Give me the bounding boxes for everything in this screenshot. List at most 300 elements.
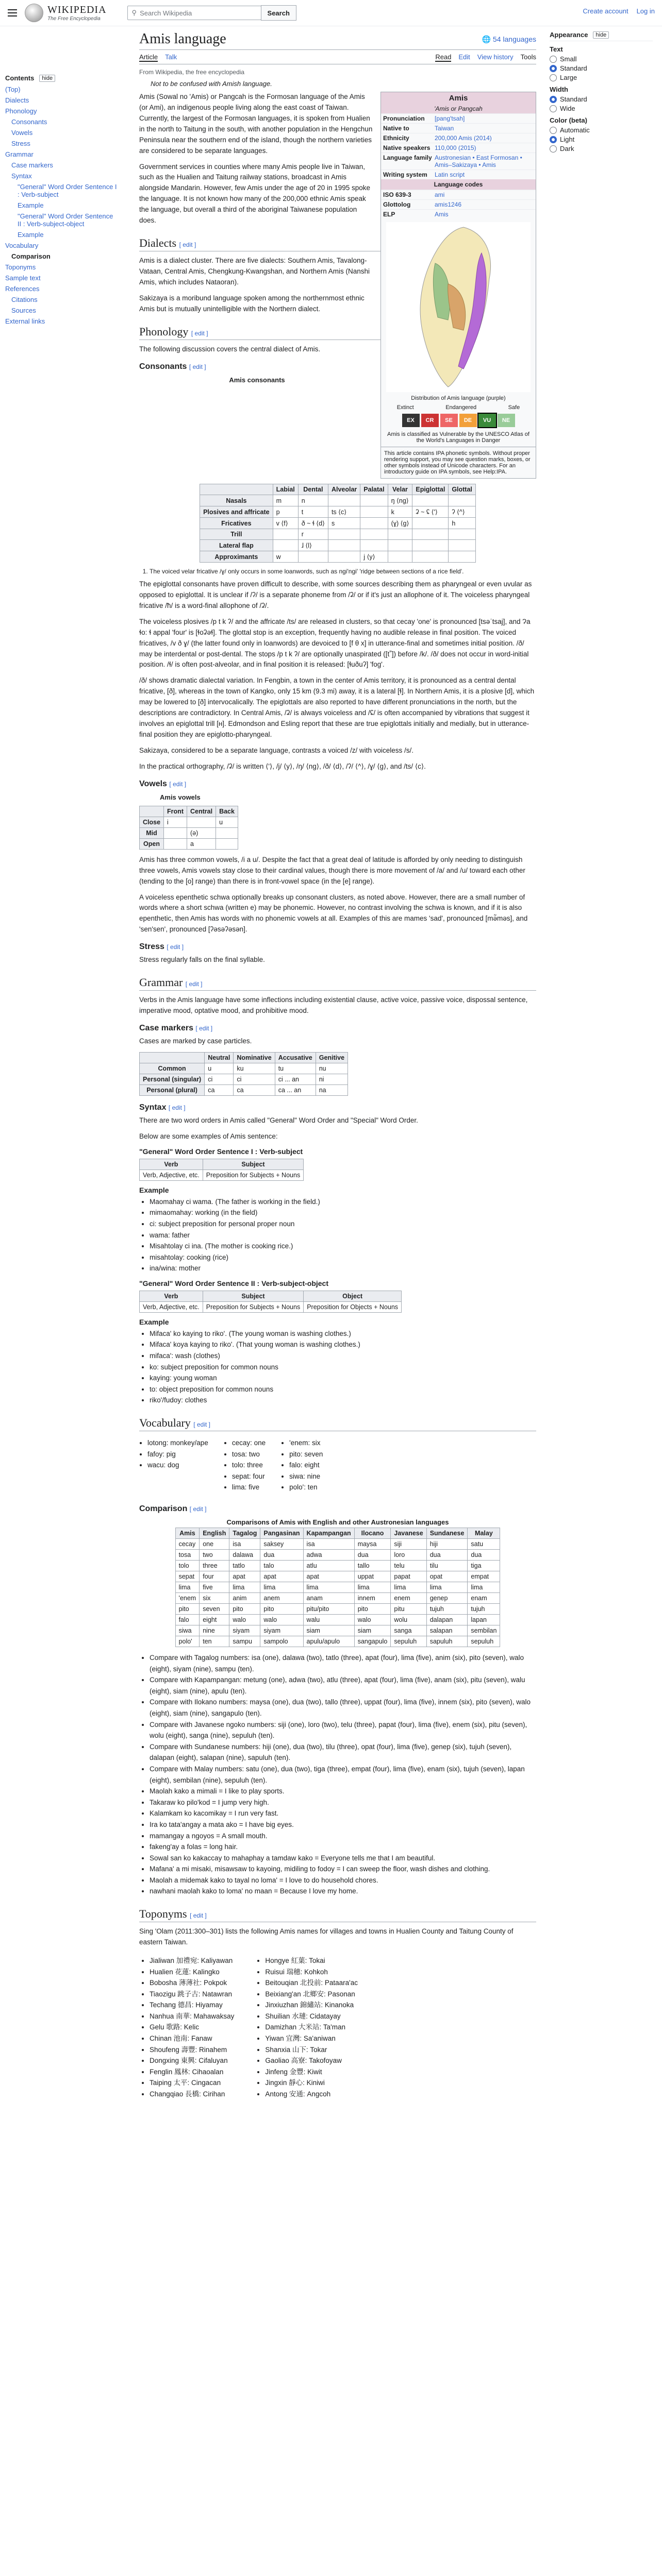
log-in-link[interactable]: Log in bbox=[636, 7, 655, 15]
table-cell: tatlo bbox=[229, 1561, 260, 1571]
heading-case-markers bbox=[139, 1024, 536, 1033]
list-item: • Ira ko tata'angay a mata ako = I have big eyes. bbox=[150, 1819, 536, 1831]
list-item: • Maolah kako a mimali = I like to play sports. bbox=[150, 1786, 536, 1797]
safe-label: Safe bbox=[508, 404, 520, 411]
comparison-table-caption: Comparisons of Amis with English and other Austronesian languages bbox=[226, 1518, 449, 1527]
list-item: • mimaomahay: working (in the field) bbox=[150, 1207, 536, 1218]
table-cell: h bbox=[449, 518, 476, 529]
intro-paragraph-2: Government services in counties where many Amis people live in Taiwan, such as the Hualien and Taitung railway stations, broadcast in Amis alongside Mandarin. However, few Amis under the age of 20 in 1995 spoke the language. It is not known how many of the 200,000 ethnic Amis speak the language, but overall a third of the aboriginal Taiwanese population does. bbox=[139, 162, 371, 225]
heading-syntax-text: Syntax bbox=[139, 1103, 167, 1112]
text-size-label: Text bbox=[550, 45, 563, 53]
list-item: • Fenglin 鳳林: Cihaoalan bbox=[150, 2066, 234, 2078]
top-bar bbox=[0, 0, 662, 26]
infobox-value[interactable]: [pang'tsah] bbox=[435, 115, 465, 122]
toc-item[interactable]: Consonants bbox=[11, 118, 47, 126]
radio-button[interactable] bbox=[550, 96, 557, 103]
table-cell: isa bbox=[303, 1539, 354, 1550]
vocabulary-columns bbox=[139, 1435, 536, 1497]
column-header: Alveolar bbox=[328, 484, 360, 495]
table-cell: lima bbox=[354, 1582, 391, 1593]
infobox-subtitle: 'Amis or Pangcah bbox=[381, 104, 536, 113]
table-cell: s bbox=[328, 518, 360, 529]
text-size-option-label: Large bbox=[560, 74, 577, 81]
appearance-panel bbox=[550, 31, 653, 157]
list-item: • ko: subject preposition for common nouns bbox=[150, 1362, 536, 1373]
table-cell: tu bbox=[275, 1063, 316, 1074]
toc-header bbox=[0, 72, 124, 84]
toc-item[interactable]: Example bbox=[18, 201, 44, 209]
table-header-row bbox=[140, 1052, 348, 1063]
table-cell bbox=[164, 838, 187, 849]
toc-item[interactable]: Sources bbox=[11, 307, 36, 314]
tab-edit[interactable]: Edit bbox=[458, 53, 470, 61]
table-cell: loro bbox=[391, 1550, 426, 1561]
table-cell: enem bbox=[391, 1593, 426, 1604]
column-header: Amis bbox=[175, 1528, 200, 1539]
text-size-option-label: Small bbox=[560, 55, 577, 63]
infobox-value[interactable]: Taiwan bbox=[435, 125, 454, 132]
edit-link[interactable]: [ edit ] bbox=[185, 980, 203, 988]
radio-button[interactable] bbox=[550, 145, 557, 152]
language-code-value[interactable]: amis1246 bbox=[435, 201, 462, 208]
table-cell: three bbox=[200, 1561, 229, 1571]
table-cell: siji bbox=[391, 1539, 426, 1550]
table-cell: apat bbox=[229, 1571, 260, 1582]
toc-item[interactable]: Comparison bbox=[11, 252, 51, 260]
table-cell bbox=[360, 540, 388, 551]
table-cell: v ⟨f⟩ bbox=[273, 518, 298, 529]
table-cell bbox=[216, 827, 238, 838]
table-row bbox=[200, 495, 476, 506]
list-item: • Damizhan 大米站: Ta'man bbox=[265, 2022, 358, 2033]
heading-vowels bbox=[139, 779, 536, 789]
edit-link[interactable]: [ edit ] bbox=[168, 1104, 186, 1111]
list-item: • Beitouqian 北投前: Pataara'ac bbox=[265, 1977, 358, 1989]
table-cell bbox=[449, 529, 476, 540]
table-row bbox=[200, 529, 476, 540]
table-cell bbox=[388, 529, 412, 540]
languages-button[interactable]: 🌐 54 languages bbox=[482, 35, 536, 43]
table-cell bbox=[412, 540, 449, 551]
column-header: Nominative bbox=[234, 1052, 275, 1063]
table-cell: i bbox=[164, 817, 187, 827]
table-cell: ni bbox=[316, 1074, 347, 1084]
case-intro: Cases are marked by case particles. bbox=[139, 1037, 252, 1045]
toc-title: Contents bbox=[5, 74, 35, 82]
table-cell: enam bbox=[468, 1593, 500, 1604]
infobox-key: Native to bbox=[383, 125, 409, 132]
vocabulary-column-1 bbox=[147, 1437, 208, 1493]
list-item: • 'enem: six bbox=[289, 1437, 323, 1449]
table-cell: talo bbox=[260, 1561, 303, 1571]
table-cell: siwa bbox=[175, 1625, 200, 1636]
table-cell: apat bbox=[303, 1571, 354, 1582]
list-item: • Gaoliao 高寮: Takofoyaw bbox=[265, 2055, 358, 2066]
page-title bbox=[139, 31, 536, 50]
logo-wordmark: WIKIPEDIA bbox=[47, 4, 107, 15]
table-cell bbox=[449, 540, 476, 551]
row-header: Close bbox=[140, 817, 164, 827]
toc-item[interactable]: References bbox=[5, 285, 40, 293]
table-cell: siam bbox=[303, 1625, 354, 1636]
list-item: • Compare with Ilokano numbers: maysa (one), dua (two), tallo (three), uppat (four), lima (five), innem (six), pito (seven), walo (eight), siam (nine), sangapulo (ten). bbox=[150, 1697, 536, 1719]
list-item: • Compare with Sundanese numbers: hiji (one), dua (two), tilu (three), opat (four), lima (five), genep (six), tujuh (seven), dalapan (eight), salapan (nine), sapuluh (ten). bbox=[150, 1741, 536, 1764]
table-cell: dalawa bbox=[229, 1550, 260, 1561]
table-row bbox=[200, 551, 476, 563]
table-cell bbox=[216, 838, 238, 849]
table-cell: pito bbox=[354, 1604, 391, 1615]
table-row bbox=[140, 817, 238, 827]
heading-vocabulary bbox=[139, 1416, 536, 1431]
table-cell: walu bbox=[303, 1615, 354, 1625]
search-icon: ⚲ bbox=[131, 9, 137, 16]
row-header: Fricatives bbox=[200, 518, 273, 529]
heading-example-2: Example bbox=[139, 1317, 169, 1326]
logo-tagline: The Free Encyclopedia bbox=[47, 16, 101, 22]
table-cell: tilu bbox=[426, 1561, 468, 1571]
list-item: • Maolah a midemak kako to tayal no loma' = I love to do household chores. bbox=[150, 1875, 536, 1886]
intro-paragraph-1: Amis (Sowal no 'Amis) or Pangcah is the Formosan language of the Amis (or Ami), an indigenous people living along the east coast of Taiwan. Currently, the largest of the Formosan languages, it is spoken from Hualien in the north to Taitung in the south, with another population in the Hengchun Peninsula near the southern end of the island, though the northern varieties are considered to be separate languages. bbox=[139, 93, 373, 155]
row-header: Open bbox=[140, 838, 164, 849]
list-item: • Mifaca' koya kaying to riko'. (That young woman is washing clothes.) bbox=[150, 1339, 536, 1350]
infobox-key: Ethnicity bbox=[383, 134, 409, 142]
list-item: • wama: father bbox=[150, 1230, 536, 1241]
infobox-value[interactable]: Austronesian • East Formosan • Amis–Sakizaya • Amis bbox=[435, 154, 522, 168]
list-item: • polo': ten bbox=[289, 1482, 323, 1493]
table-row bbox=[140, 827, 238, 838]
table-cell bbox=[360, 518, 388, 529]
table-cell: tiga bbox=[468, 1561, 500, 1571]
list-item: • Compare with Kapampangan: metung (one), adwa (two), atlu (three), apat (four), lima (five), anam (six), pitu (seven), walu (eight), siam (nine), apulu (ten). bbox=[150, 1674, 536, 1697]
toc-item[interactable]: Stress bbox=[11, 140, 30, 147]
table-cell: ð ~ ɬ ⟨d⟩ bbox=[298, 518, 328, 529]
list-item: • Jingxin 靜心: Kiniwi bbox=[265, 2077, 358, 2089]
table-cell: lima bbox=[391, 1582, 426, 1593]
search-placeholder: Search Wikipedia bbox=[140, 9, 192, 17]
heading-example-1: Example bbox=[139, 1185, 169, 1194]
width-option-label: Wide bbox=[560, 105, 575, 112]
width-option[interactable] bbox=[550, 95, 653, 103]
consonant-footnotes bbox=[150, 568, 536, 575]
list-item: • Gelu 歌路: Kelic bbox=[150, 2022, 234, 2033]
endangered-label: Endangered bbox=[445, 404, 477, 411]
wikipedia-logo[interactable] bbox=[25, 4, 107, 22]
infobox-value[interactable]: 110,000 (2015) bbox=[435, 144, 476, 151]
column-header: Tagalog bbox=[229, 1528, 260, 1539]
column-header bbox=[200, 484, 273, 495]
vowels-table bbox=[139, 806, 238, 850]
infobox-key: Native speakers bbox=[383, 144, 431, 151]
vocabulary-column-2 bbox=[232, 1437, 266, 1493]
grammar-intro: Verbs in the Amis language have some inflections including existential clause, active voice, passive voice, dispossal sentence, imperative mood, optative mood, and prohibitive mood. bbox=[139, 996, 528, 1015]
table-cell: Verb, Adjective, etc. bbox=[140, 1301, 203, 1312]
table-cell: j ⟨y⟩ bbox=[360, 551, 388, 563]
create-account-link[interactable]: Create account bbox=[583, 7, 628, 15]
table-cell bbox=[412, 551, 449, 563]
list-item: • Hualien 花蓮: Kalingko bbox=[150, 1967, 234, 1978]
list-item: • Yiwan 宜灣: Sa'aniwan bbox=[265, 2033, 358, 2044]
table-row bbox=[140, 1063, 348, 1074]
table-row bbox=[140, 838, 238, 849]
column-header: Malay bbox=[468, 1528, 500, 1539]
table-cell: nu bbox=[316, 1063, 347, 1074]
table-cell: saksey bbox=[260, 1539, 303, 1550]
toc-item[interactable]: Vowels bbox=[11, 129, 33, 137]
search-input[interactable] bbox=[127, 6, 261, 20]
table-cell: falo bbox=[175, 1615, 200, 1625]
column-header: Epiglottal bbox=[412, 484, 449, 495]
toc-hide-button[interactable]: hide bbox=[39, 75, 55, 82]
table-cell: pitu bbox=[391, 1604, 426, 1615]
tab-talk[interactable]: Talk bbox=[165, 53, 177, 61]
edit-link[interactable]: [ edit ] bbox=[167, 943, 184, 951]
text-size-option[interactable] bbox=[550, 55, 653, 63]
toc-item[interactable]: Phonology bbox=[5, 107, 37, 115]
table-cell: p bbox=[273, 506, 298, 518]
main-content bbox=[139, 31, 536, 2104]
table-row bbox=[175, 1571, 500, 1582]
row-header: Lateral flap bbox=[200, 540, 273, 551]
appearance-hide-button[interactable]: hide bbox=[593, 31, 609, 39]
column-header: Sundanese bbox=[426, 1528, 468, 1539]
color-group bbox=[550, 116, 653, 152]
row-header: Trill bbox=[200, 529, 273, 540]
globe-icon bbox=[25, 4, 43, 22]
list-item: • sepat: four bbox=[232, 1471, 266, 1482]
color-option-label: Dark bbox=[560, 145, 574, 152]
edit-link[interactable]: [ edit ] bbox=[189, 363, 206, 370]
color-option[interactable] bbox=[550, 145, 653, 152]
table-cell: tujuh bbox=[468, 1604, 500, 1615]
column-header: Javanese bbox=[391, 1528, 426, 1539]
status-se: SE bbox=[440, 414, 458, 427]
vowels-table-caption: Amis vowels bbox=[160, 793, 201, 801]
table-cell: anim bbox=[229, 1593, 260, 1604]
example-2-list bbox=[150, 1328, 536, 1406]
list-item: • Jialiwan 加禮宛: Kaliyawan bbox=[150, 1955, 234, 1967]
table-row bbox=[175, 1582, 500, 1593]
list-item: • Shuilian 水璉: Cidatayay bbox=[265, 2011, 358, 2022]
endangered-scale-labels bbox=[381, 401, 536, 411]
menu-icon[interactable] bbox=[5, 6, 20, 20]
table-cell: opat bbox=[426, 1571, 468, 1582]
table-cell: ts ⟨c⟩ bbox=[328, 506, 360, 518]
edit-link[interactable]: [ edit ] bbox=[191, 329, 208, 337]
radio-button[interactable] bbox=[550, 74, 557, 81]
language-code-value[interactable]: Amis bbox=[435, 211, 449, 218]
table-cell: sampu bbox=[229, 1636, 260, 1647]
syntax-intro-2: Below are some examples of Amis sentence: bbox=[139, 1132, 278, 1140]
sentence-1-table bbox=[139, 1159, 304, 1181]
table-cell: one bbox=[200, 1539, 229, 1550]
table-cell: sepat bbox=[175, 1571, 200, 1582]
infobox-title: Amis bbox=[381, 92, 536, 104]
table-cell: Verb, Adjective, etc. bbox=[140, 1170, 203, 1180]
table-cell: ɺ ⟨l⟩ bbox=[298, 540, 328, 551]
table-cell: hiji bbox=[426, 1539, 468, 1550]
toc-item[interactable]: "General" Word Order Sentence II : Verb-subject-object bbox=[18, 212, 113, 228]
toc-item[interactable]: Syntax bbox=[11, 172, 32, 180]
vocabulary-column-3 bbox=[289, 1437, 323, 1493]
toc-item[interactable]: Example bbox=[18, 231, 44, 239]
table-cell: ʡ ~ ʢ ⟨'⟩ bbox=[412, 506, 449, 518]
column-header: Neutral bbox=[205, 1052, 234, 1063]
heading-toponyms-text: Toponyms bbox=[139, 1907, 187, 1921]
phonology-paragraph-5: In the practical orthography, /ʡ/ is written ⟨'⟩, /j/ ⟨y⟩, /ŋ/ ⟨ng⟩, /ð/ ⟨d⟩, /ʔ/ ⟨^⟩, /ɣ/ ⟨g⟩, and /ts/ ⟨c⟩. bbox=[139, 762, 426, 770]
table-cell: atlu bbox=[303, 1561, 354, 1571]
table-cell bbox=[187, 817, 216, 827]
language-code-row bbox=[381, 199, 536, 209]
status-cr: CR bbox=[421, 414, 439, 427]
text-size-option[interactable] bbox=[550, 64, 653, 72]
table-cell: sangapulo bbox=[354, 1636, 391, 1647]
radio-button[interactable] bbox=[550, 136, 557, 143]
toc-item[interactable]: External links bbox=[5, 317, 45, 325]
table-cell bbox=[449, 495, 476, 506]
column-header: English bbox=[200, 1528, 229, 1539]
table-cell: pito bbox=[260, 1604, 303, 1615]
row-header: Personal (singular) bbox=[140, 1074, 205, 1084]
table-cell: isa bbox=[229, 1539, 260, 1550]
edit-link[interactable]: [ edit ] bbox=[190, 1912, 207, 1920]
table-cell bbox=[360, 529, 388, 540]
language-code-key: Glottolog bbox=[383, 201, 411, 208]
table-cell: sembilan bbox=[468, 1625, 500, 1636]
infobox-value[interactable]: Latin script bbox=[435, 171, 465, 178]
column-header: Ilocano bbox=[354, 1528, 391, 1539]
heading-consonants-text: Consonants bbox=[139, 362, 187, 371]
table-cell bbox=[328, 529, 360, 540]
table-cell: apat bbox=[260, 1571, 303, 1582]
edit-link[interactable]: [ edit ] bbox=[179, 241, 196, 249]
list-item: • Compare with Javanese ngoko numbers: siji (one), loro (two), telu (three), papat (four), lima (five), enem (six), pitu (seven), wolu (eight), sanga (nine), sepuluh (ten). bbox=[150, 1719, 536, 1741]
language-code-value[interactable]: ami bbox=[435, 191, 445, 198]
toc-item[interactable]: Citations bbox=[11, 296, 38, 303]
infobox-value[interactable]: 200,000 Amis (2014) bbox=[435, 134, 492, 142]
table-cell: ca bbox=[205, 1084, 234, 1095]
map-caption: Distribution of Amis language (purple) bbox=[411, 395, 506, 401]
radio-button[interactable] bbox=[550, 127, 557, 134]
list-item: • to: object preposition for common nouns bbox=[150, 1384, 536, 1395]
row-header: Nasals bbox=[200, 495, 273, 506]
toponyms-columns bbox=[139, 1953, 536, 2104]
toc-item[interactable]: Sample text bbox=[5, 274, 41, 282]
table-header-row bbox=[175, 1528, 500, 1539]
tab-read[interactable]: Read bbox=[435, 53, 452, 61]
toc-item[interactable]: Dialects bbox=[5, 96, 29, 104]
list-item: • Misahtolay ci ina. (The mother is cooking rice.) bbox=[150, 1241, 536, 1252]
table-cell: siyam bbox=[229, 1625, 260, 1636]
edit-link[interactable]: [ edit ] bbox=[189, 1505, 207, 1513]
status-vu: VU bbox=[478, 414, 496, 427]
table-cell: ŋ ⟨ng⟩ bbox=[388, 495, 412, 506]
radio-button[interactable] bbox=[550, 65, 557, 72]
edit-link[interactable]: [ edit ] bbox=[169, 780, 187, 788]
phonology-intro: The following discussion covers the central dialect of Amis. bbox=[139, 345, 321, 353]
text-size-option[interactable] bbox=[550, 74, 653, 81]
table-cell: empat bbox=[468, 1571, 500, 1582]
toc-item[interactable]: Case markers bbox=[11, 161, 53, 169]
search-button[interactable]: Search bbox=[261, 5, 296, 21]
color-option-label: Light bbox=[560, 135, 575, 143]
table-cell: Preposition for Objects + Nouns bbox=[304, 1301, 402, 1312]
table-cell: lima bbox=[260, 1582, 303, 1593]
edit-link[interactable]: [ edit ] bbox=[193, 1421, 210, 1429]
heading-dialects-text: Dialects bbox=[139, 236, 177, 250]
list-item: • Nanhua 南華: Mahawaksay bbox=[150, 2011, 234, 2022]
table-cell: t bbox=[298, 506, 328, 518]
table-cell: genep bbox=[426, 1593, 468, 1604]
list-item: • Maomahay ci wama. (The father is working in the field.) bbox=[150, 1196, 536, 1208]
dialects-paragraph-2: Sakizaya is a moribund language spoken among the northernmost ethnic Amis but is mutually unintelligible with the Northern dialect. bbox=[139, 294, 365, 313]
infobox-row bbox=[381, 152, 536, 170]
table-cell: anem bbox=[260, 1593, 303, 1604]
table-cell: adwa bbox=[303, 1550, 354, 1561]
infobox-row bbox=[381, 123, 536, 133]
phonology-paragraph-4: Sakizaya, considered to be a separate language, contrasts a voiced /z/ with voiceless /s/. bbox=[139, 746, 414, 754]
tab-article[interactable]: Article bbox=[139, 53, 158, 61]
table-cell: u bbox=[216, 817, 238, 827]
toc-item[interactable]: "General" Word Order Sentence I : Verb-subject bbox=[18, 183, 117, 198]
consonants-table-caption: Amis consonants bbox=[229, 376, 285, 384]
table-cell: m bbox=[273, 495, 298, 506]
list-item: • Shanxia 山下: Tokar bbox=[265, 2044, 358, 2056]
table-cell: Preposition for Subjects + Nouns bbox=[203, 1301, 303, 1312]
heading-case-markers-text: Case markers bbox=[139, 1023, 193, 1032]
table-header-row bbox=[140, 806, 238, 817]
table-cell: ci bbox=[205, 1074, 234, 1084]
list-item: • ci: subject preposition for personal proper noun bbox=[150, 1218, 536, 1230]
table-cell: eight bbox=[200, 1615, 229, 1625]
heading-comparison bbox=[139, 1504, 536, 1514]
table-cell: four bbox=[200, 1571, 229, 1582]
list-item: • Bobosha 薄薄社: Pokpok bbox=[150, 1977, 234, 1989]
languages-button-label: 54 languages bbox=[492, 35, 536, 43]
table-cell bbox=[412, 495, 449, 506]
toc-item[interactable]: (Top) bbox=[5, 86, 21, 93]
tab-tools[interactable]: Tools bbox=[520, 53, 536, 61]
table-row bbox=[140, 1074, 348, 1084]
column-header: Subject bbox=[203, 1291, 303, 1301]
edit-link[interactable]: [ edit ] bbox=[195, 1024, 213, 1032]
list-item: • Dongxing 東興: Cifaluyan bbox=[150, 2055, 234, 2066]
toc-item[interactable]: Vocabulary bbox=[5, 242, 39, 249]
column-header: Pangasinan bbox=[260, 1528, 303, 1539]
table-cell: lima bbox=[229, 1582, 260, 1593]
color-option[interactable] bbox=[550, 135, 653, 143]
table-cell: pito bbox=[229, 1604, 260, 1615]
column-header: Verb bbox=[140, 1159, 203, 1170]
radio-button[interactable] bbox=[550, 56, 557, 63]
tab-view-history[interactable]: View history bbox=[477, 53, 514, 61]
toc-item[interactable]: Toponyms bbox=[5, 263, 36, 271]
table-row bbox=[140, 1301, 402, 1312]
toc-item[interactable]: Grammar bbox=[5, 150, 34, 158]
width-option[interactable] bbox=[550, 105, 653, 112]
appearance-header bbox=[550, 31, 653, 41]
table-cell: cecay bbox=[175, 1539, 200, 1550]
color-option[interactable] bbox=[550, 126, 653, 134]
search-form bbox=[127, 5, 296, 21]
row-header: Personal (plural) bbox=[140, 1084, 205, 1095]
radio-button[interactable] bbox=[550, 105, 557, 112]
heading-sentence-2: "General" Word Order Sentence II : Verb-subject-object bbox=[139, 1279, 328, 1287]
table-header-row bbox=[140, 1291, 402, 1301]
table-row bbox=[175, 1550, 500, 1561]
list-item: • mamangay a ngoyos = A small mouth. bbox=[150, 1831, 536, 1842]
column-header: Velar bbox=[388, 484, 412, 495]
list-item: • Tiaozigu 跳子古: Natawran bbox=[150, 1989, 234, 2000]
